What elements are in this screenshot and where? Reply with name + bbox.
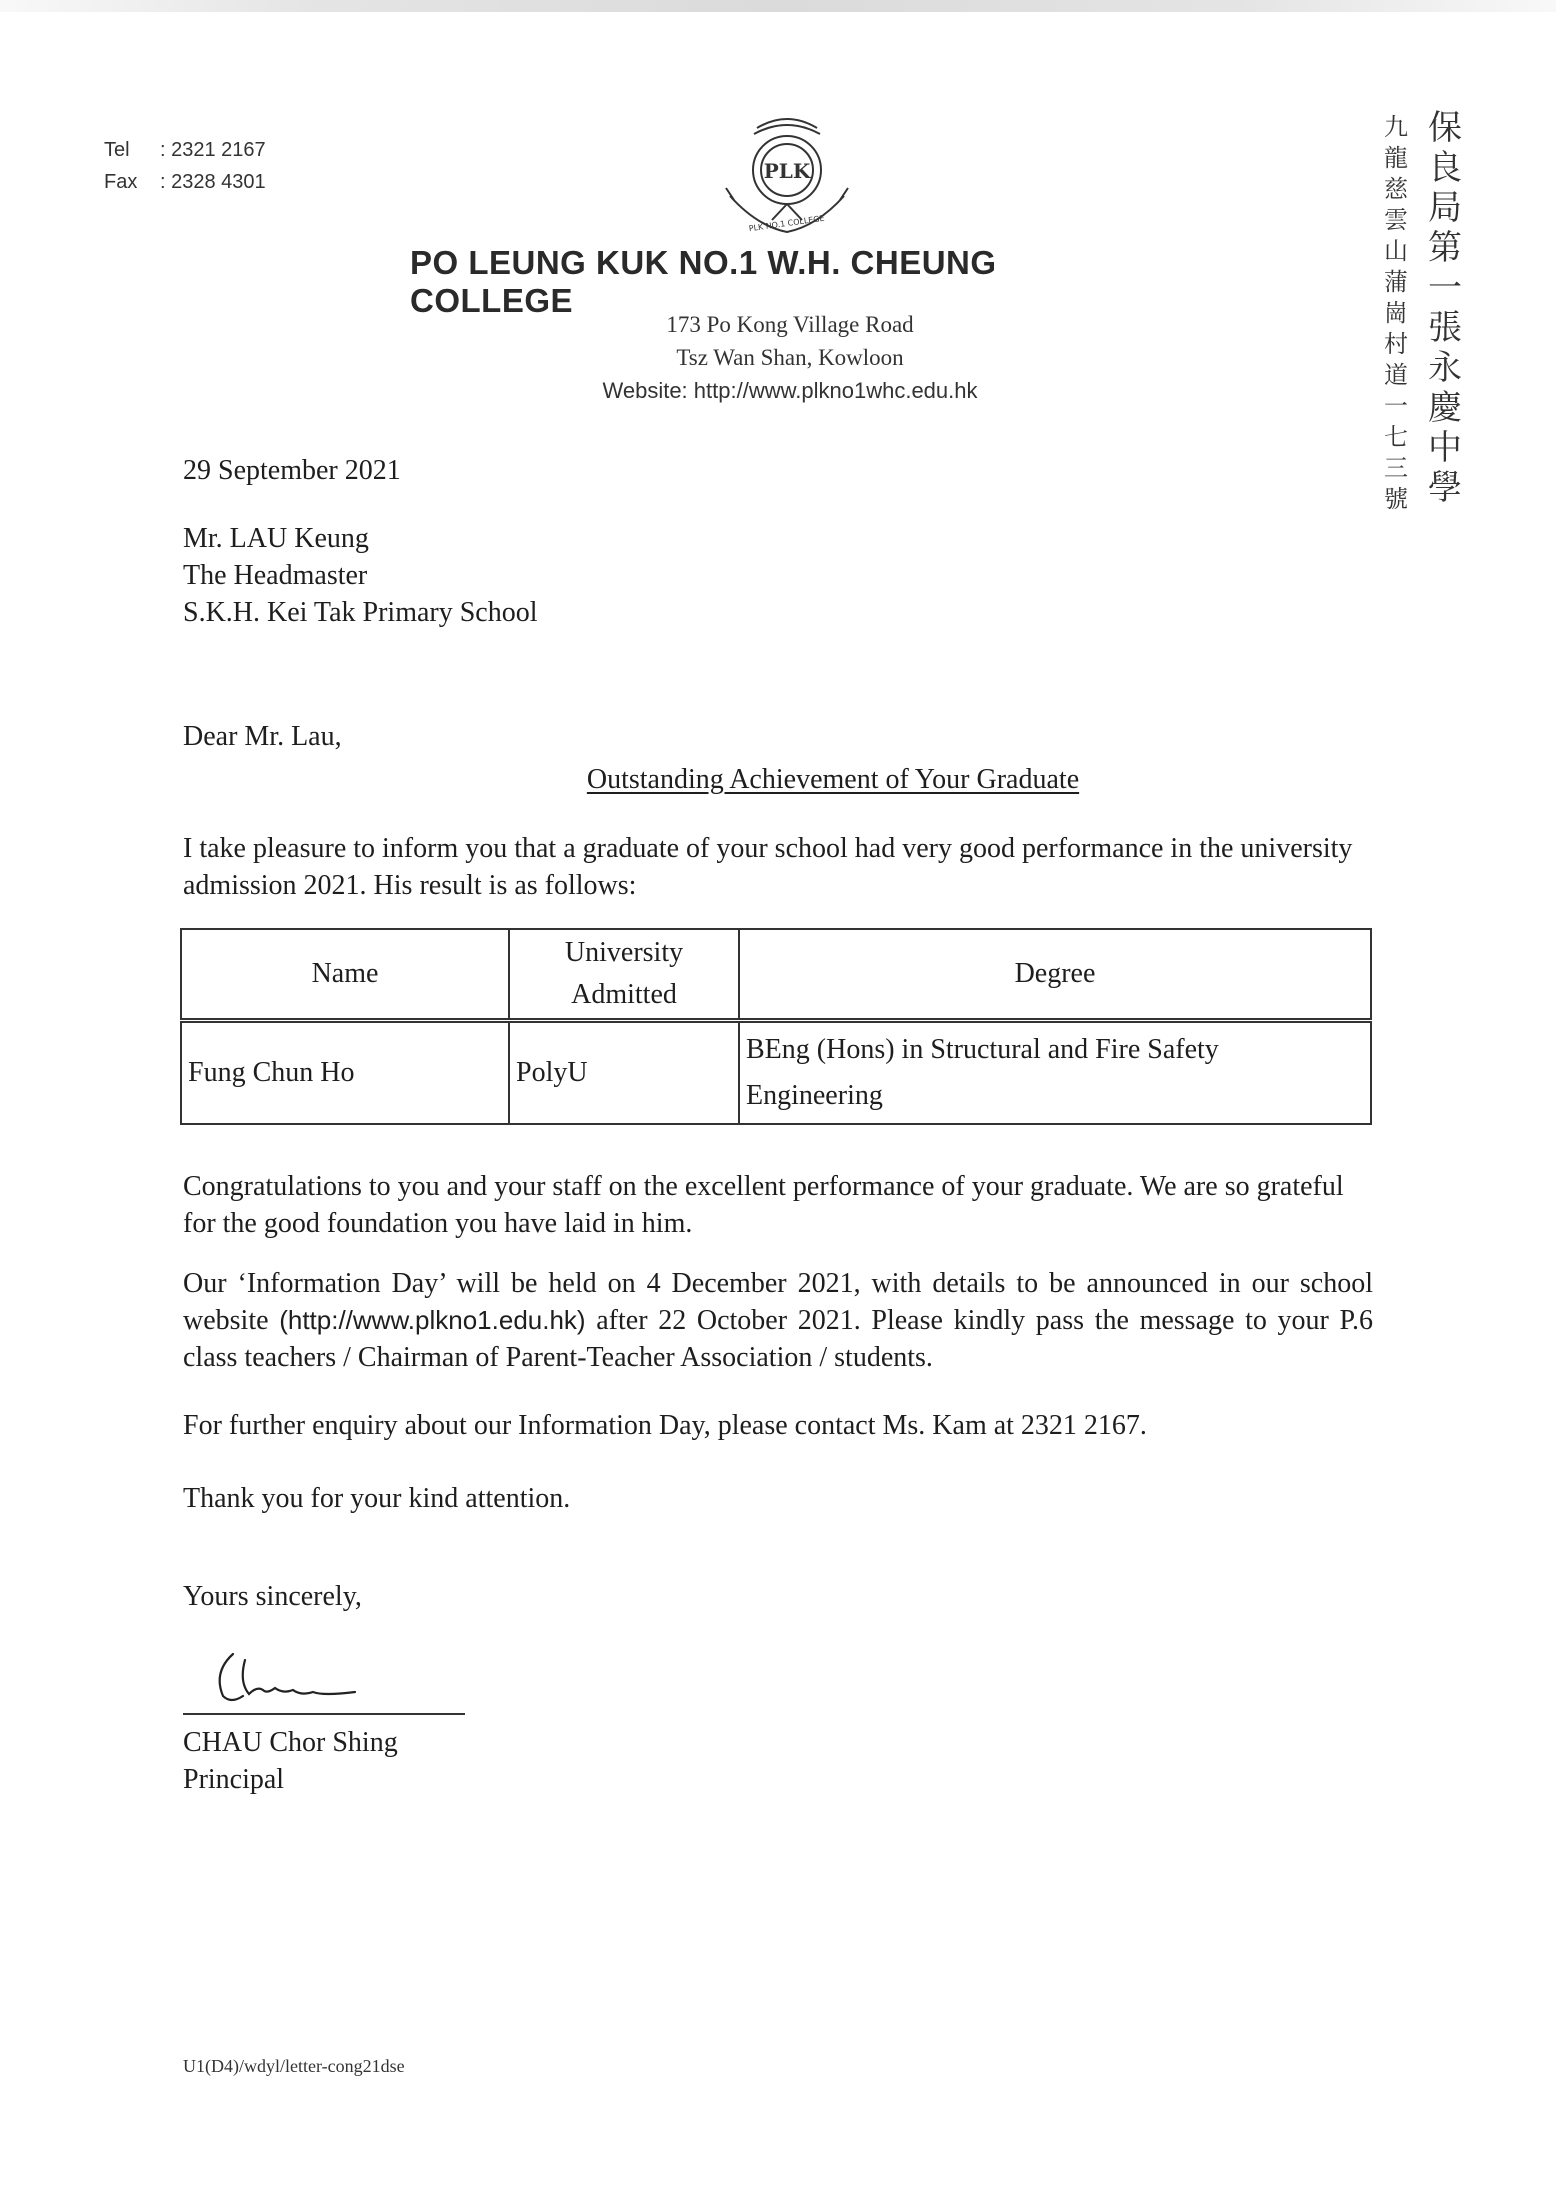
school-name: PO LEUNG KUK NO.1 W.H. CHEUNG COLLEGE — [410, 244, 997, 319]
paragraph-thanks: Thank you for your kind attention. — [183, 1483, 571, 1514]
chinese_address-char: 九 — [1384, 113, 1408, 141]
chinese_name-char: 慶 — [1428, 388, 1462, 428]
chinese_name-char: 一 — [1428, 268, 1462, 308]
address-line-2: Tsz Wan Shan, Kowloon — [676, 345, 904, 370]
paragraph-congratulations: Congratulations to you and your staff on the excellent performance of your graduate. We are so grateful for the good foundation you have laid in him. — [183, 1171, 1344, 1239]
tel-label: Tel — [104, 139, 130, 161]
chinese_name-char: 良 — [1428, 148, 1462, 188]
table-header-row — [181, 929, 1371, 1021]
signer-title: Principal — [183, 1764, 285, 1795]
recipient-name: Mr. LAU Keung — [183, 523, 369, 554]
school-address — [540, 308, 1040, 407]
recipient-school: S.K.H. Kei Tak Primary School — [183, 597, 538, 628]
fax-value: : 2328 4301 — [160, 171, 266, 193]
chinese_name-char: 張 — [1428, 308, 1462, 348]
cell-name: Fung Chun Ho — [181, 1021, 509, 1125]
result-table — [180, 928, 1372, 1125]
header-university-line1: University — [564, 937, 684, 968]
chinese_address-char: 崗 — [1384, 299, 1408, 327]
school-website-link[interactable]: (http://www.plkno1.edu.hk) — [279, 1305, 586, 1335]
cell-degree-line1: BEng (Hons) in Structural and Fire Safety — [746, 1034, 1219, 1065]
chinese_address-char: 山 — [1384, 237, 1408, 265]
signer-block — [183, 1724, 1373, 1798]
fax-label: Fax — [104, 171, 138, 193]
tel-value: : 2321 2167 — [160, 139, 266, 161]
paragraph-enquiry: For further enquiry about our Information Day, please contact Ms. Kam at 2321 2167. — [183, 1410, 1147, 1441]
chinese_address-char: 號 — [1384, 485, 1408, 513]
subject-text: Outstanding Achievement of Your Graduate — [586, 764, 1080, 795]
recipient-title: The Headmaster — [183, 560, 368, 591]
scan-edge — [0, 0, 1556, 12]
signature-icon — [205, 1642, 365, 1712]
chinese_address-char: 龍 — [1384, 144, 1408, 172]
chinese-address — [1384, 112, 1408, 515]
cell-degree — [739, 1021, 1371, 1125]
crest-motto: PLK NO.1 COLLEGE — [748, 213, 826, 234]
chinese_name-char: 學 — [1428, 468, 1462, 508]
address-line-1: 173 Po Kong Village Road — [666, 312, 914, 337]
school-website: Website: http://www.plkno1whc.edu.hk — [602, 378, 978, 403]
letter-subject — [183, 764, 1373, 796]
para3-end: after 22 October 2021. Please kindly pass the message to your P.6 class teachers / Chairman of Parent-Teacher Association / students. — [183, 1305, 1373, 1373]
table-row — [181, 1021, 1371, 1125]
header-degree: Degree — [739, 929, 1371, 1021]
header-name: Name — [181, 929, 509, 1021]
reference-code: U1(D4)/wdyl/letter-cong21dse — [183, 2056, 405, 2076]
chinese_address-char: 雲 — [1384, 206, 1408, 234]
salutation: Dear Mr. Lau, — [183, 721, 342, 752]
school-crest-icon — [712, 100, 862, 250]
cell-university: PolyU — [509, 1021, 739, 1125]
chinese_address-char: 蒲 — [1384, 268, 1408, 296]
chinese_address-char: 一 — [1384, 392, 1408, 420]
chinese_name-char: 第 — [1428, 228, 1462, 268]
chinese_name-char: 永 — [1428, 348, 1462, 388]
chinese_address-char: 三 — [1384, 454, 1408, 482]
paragraph-information-day — [183, 1265, 1373, 1376]
header-university — [509, 929, 739, 1021]
header-university-line2: Admitted — [571, 979, 677, 1010]
cell-degree-line2: Engineering — [746, 1080, 883, 1111]
chinese_name-char: 局 — [1428, 188, 1462, 228]
chinese_address-char: 慈 — [1384, 175, 1408, 203]
chinese-school-name — [1428, 108, 1462, 508]
crest-monogram: PLK — [763, 159, 811, 183]
letter-date: 29 September 2021 — [183, 455, 401, 486]
recipient-block — [183, 520, 1373, 631]
letter-closing: Yours sincerely, — [183, 1581, 362, 1612]
chinese_address-char: 七 — [1384, 423, 1408, 451]
signature-line — [183, 1713, 465, 1715]
para3-start: Our ‘Information Day’ will be held on 4 December 2021, with details to be announced in our school website — [183, 1268, 1373, 1336]
chinese_address-char: 道 — [1384, 361, 1408, 389]
contact-block — [104, 134, 266, 198]
chinese_name-char: 保 — [1428, 108, 1462, 148]
paragraph-intro: I take pleasure to inform you that a graduate of your school had very good performance in the university admission 2021. His result is as follows: — [183, 833, 1353, 901]
signer-name: CHAU Chor Shing — [183, 1727, 398, 1758]
chinese_address-char: 村 — [1384, 330, 1408, 358]
chinese_name-char: 中 — [1428, 428, 1462, 468]
